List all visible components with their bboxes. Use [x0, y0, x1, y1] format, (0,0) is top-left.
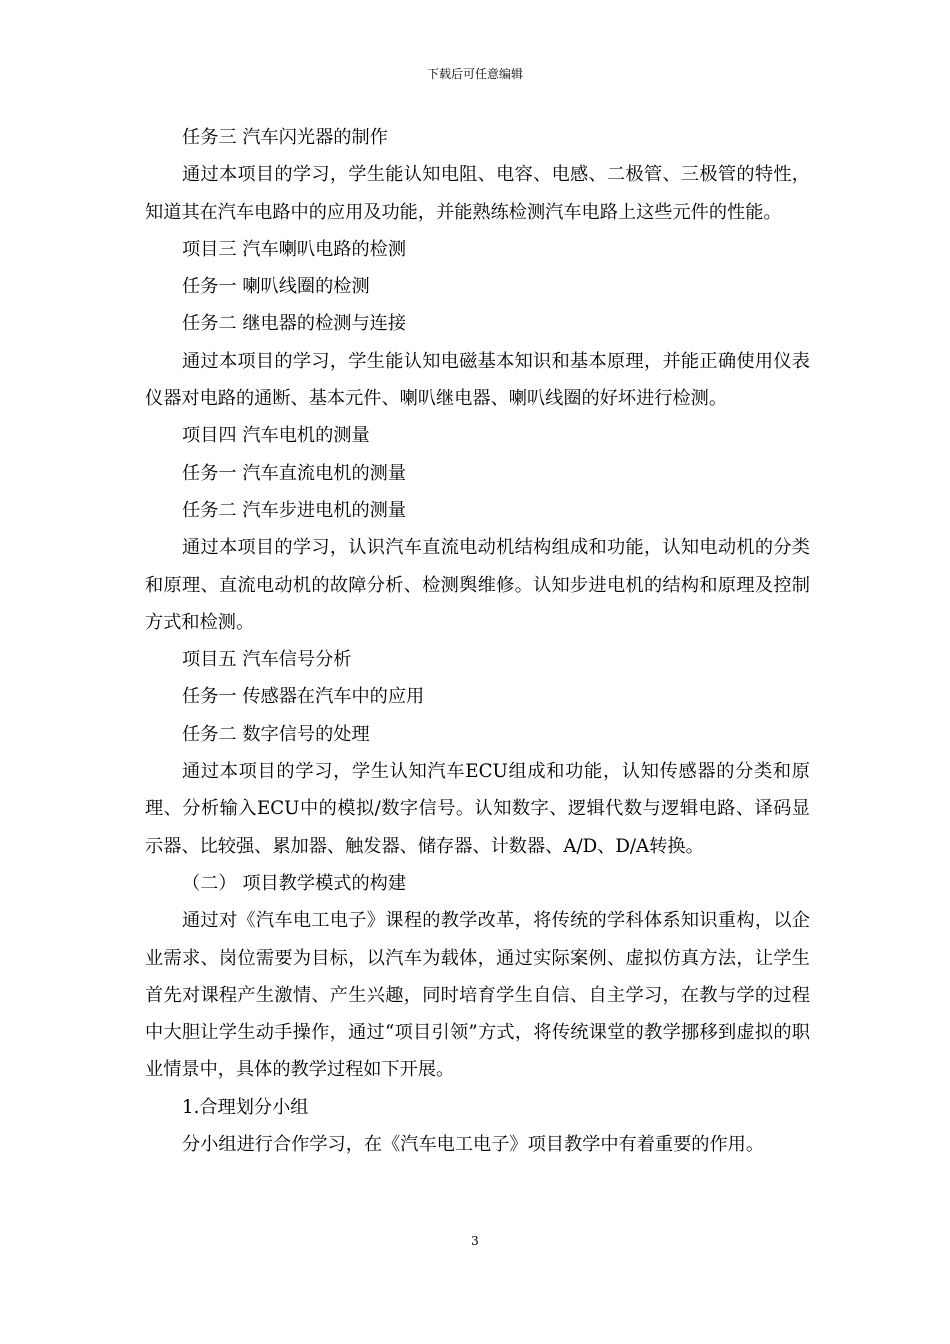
document-body — [145, 119, 810, 1163]
section-2-heading: （二） 项目教学模式的构建 — [182, 872, 407, 894]
task-1-heading: 任务一 汽车直流电机的测量 — [182, 462, 407, 484]
page-header: 下载后可任意编辑 — [426, 67, 523, 81]
task-2-heading: 任务二 数字信号的处理 — [182, 723, 370, 745]
project-4-heading: 项目四 汽车电机的测量 — [182, 425, 370, 447]
body-paragraph: 通过本项目的学习，学生能认知电阻、电容、电感、二极管、三极管的特性，知道其在汽车电路中的应用及功能，并能熟练检测汽车电路上这些元件的性能。 — [145, 164, 810, 223]
body-paragraph: 分小组进行合作学习，在《汽车电工电子》项目教学中有着重要的作用。 — [182, 1134, 765, 1156]
subsection-1-heading: 1.合理划分小组 — [182, 1096, 309, 1118]
task-1-heading: 任务一 传感器在汽车中的应用 — [182, 686, 425, 708]
project-5-heading: 项目五 汽车信号分析 — [182, 649, 352, 671]
page-number: 3 — [471, 1234, 479, 1248]
body-paragraph: 通过本项目的学习，认识汽车直流电动机结构组成和功能，认知电动机的分类和原理、直流电动机的故障分析、检测舆维修。认知步进电机的结构和原理及控制方式和检测。 — [145, 537, 810, 633]
body-paragraph: 通过本项目的学习，学生能认知电磁基本知识和基本原理，并能正确使用仪表仪器对电路的通断、基本元件、喇叭继电器、喇叭线圈的好坏进行检测。 — [145, 350, 810, 410]
task-1-heading: 任务一 喇叭线圈的检测 — [182, 276, 370, 298]
task-3-heading: 任务三 汽车闪光器的制作 — [182, 127, 388, 148]
body-paragraph: 通过对《汽车电工电子》课程的教学改革，将传统的学科体系知识重构，以企业需求、岗位需要为目标，以汽车为载体，通过实际案例、虚拟仿真方法，让学生首先对课程产生激情、产生兴趣，同时培育学生自信、自主学习，在教与学的过程中大胆让学生动手操作，通过“项目引领”方式，将传统课堂的教学挪移到虚拟的职业情景中，具体的教学过程如下开展。 — [145, 910, 810, 1081]
task-2-heading: 任务二 汽车步进电机的测量 — [182, 499, 407, 521]
body-paragraph: 通过本项目的学习，学生认知汽车ECU组成和功能，认知传感器的分类和原理、分析输入ECU中的模拟/数字信号。认知数字、逻辑代数与逻辑电路、译码显示器、比较强、累加器、触发器、储存器、计数器、A/D、D/A转换。 — [145, 761, 810, 857]
project-3-heading: 项目三 汽车喇叭电路的检测 — [182, 238, 407, 260]
task-2-heading: 任务二 继电器的检测与连接 — [182, 313, 407, 335]
